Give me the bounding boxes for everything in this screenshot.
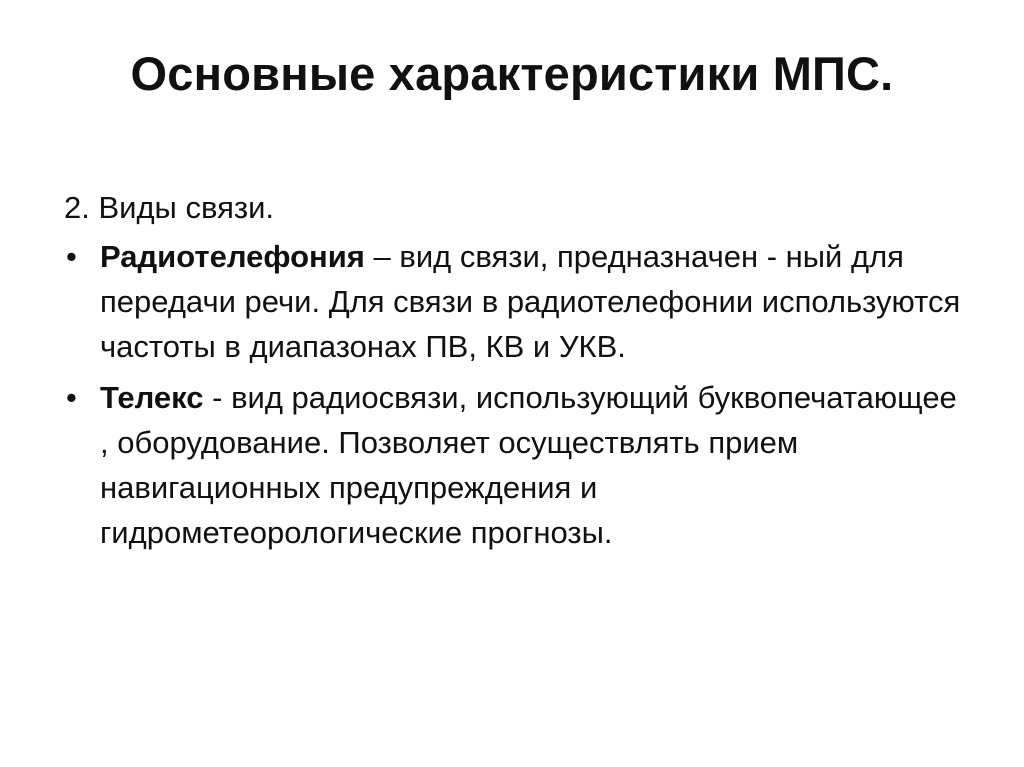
bullet-term: Радиотелефония: [100, 239, 365, 274]
bullet-description: - вид радиосвязи, использующий буквопечатающее , оборудование. Позволяет осуществлять прием навигационных предупреждения и гидрометеорологические прогнозы.: [100, 380, 957, 550]
bullet-item-telex: [64, 375, 964, 555]
bullet-description: – вид связи, предназначен - ный для передачи речи. Для связи в радиотелефонии используются частоты в диапазонах ПВ, КВ и УКВ.: [100, 239, 961, 364]
section-subheading: 2. Виды связи.: [64, 190, 274, 225]
bullet-term: Телекс: [100, 380, 204, 415]
bullet-marker: •: [66, 380, 77, 415]
bullet-list: [64, 234, 964, 555]
slide-content: [64, 185, 964, 561]
bullet-marker: •: [66, 239, 77, 274]
slide-title: Основные характеристики МПС.: [130, 47, 894, 100]
bullet-item-radiotelephony: [64, 234, 964, 369]
